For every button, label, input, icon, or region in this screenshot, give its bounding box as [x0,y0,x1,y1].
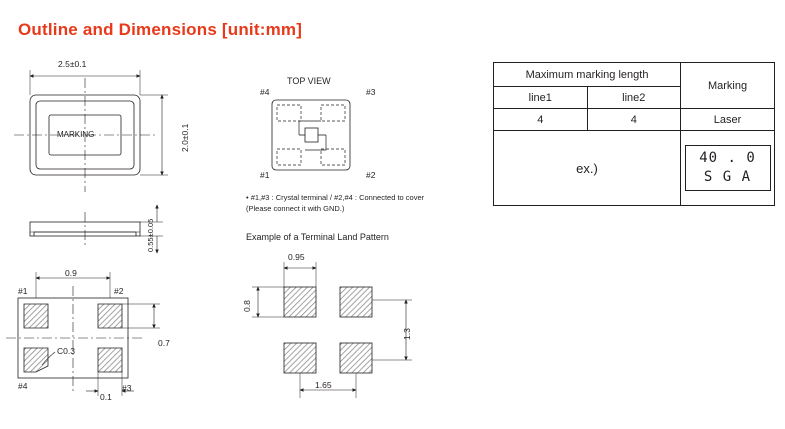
terminal-note-line2: (Please connect it with GND.) [246,204,345,213]
topview-pin1-label: #1 [260,170,270,180]
land-bottom-dim: 1.65 [315,380,332,390]
page-title: Outline and Dimensions [unit:mm] [18,20,303,39]
marking-table-example-row [494,131,774,205]
header-marking: Marking [681,63,774,109]
marking-sample [685,145,771,191]
pad-pitch-dim: 0.9 [65,268,77,278]
bottom-pin1-label: #1 [18,286,28,296]
land-top-dim: 0.95 [288,252,305,262]
chamfer-dim: C0.3 [57,346,75,356]
value-line2: 4 [588,109,682,131]
bottom-pin2-label: #2 [114,286,124,296]
marking-sample-line2: S G A [703,169,752,185]
top-view-title: TOP VIEW [287,76,331,86]
header-line1: line1 [494,87,588,109]
topview-pin4-label: #4 [260,87,270,97]
header-line2: line2 [588,87,682,109]
terminal-note-line1: • #1,#3 : Crystal terminal / #2,#4 : Connected to cover [246,193,425,202]
marking-text: MARKING [57,130,95,139]
pad-height-dim: 0.7 [158,338,170,348]
bottom-pin3-label: #3 [122,383,132,393]
marking-table [493,62,775,206]
marking-table-subheader-row [494,87,681,109]
bottom-pin4-label: #4 [18,381,28,391]
marking-table-value-row [494,109,774,131]
value-marking-method: Laser [681,109,774,131]
value-line1: 4 [494,109,588,131]
outline-height-dim: 2.0±0.1 [180,123,190,152]
land-pattern-title: Example of a Terminal Land Pattern [246,232,389,242]
outline-width-dim: 2.5±0.1 [58,59,87,69]
thickness-dim: 0.55±0.05 [146,218,155,252]
land-left-dim: 0.8 [242,300,252,312]
land-right-dim: 1.3 [402,328,412,340]
example-label: ex.) [494,131,681,205]
topview-pin3-label: #3 [366,87,376,97]
marking-table-header-row [494,63,774,92]
example-sample-cell [681,131,774,205]
header-max-marking-length: Maximum marking length [494,63,681,87]
marking-sample-line1: 40 . 0 [699,150,756,167]
pad-width-dim: 0.1 [100,392,112,402]
topview-pin2-label: #2 [366,170,376,180]
